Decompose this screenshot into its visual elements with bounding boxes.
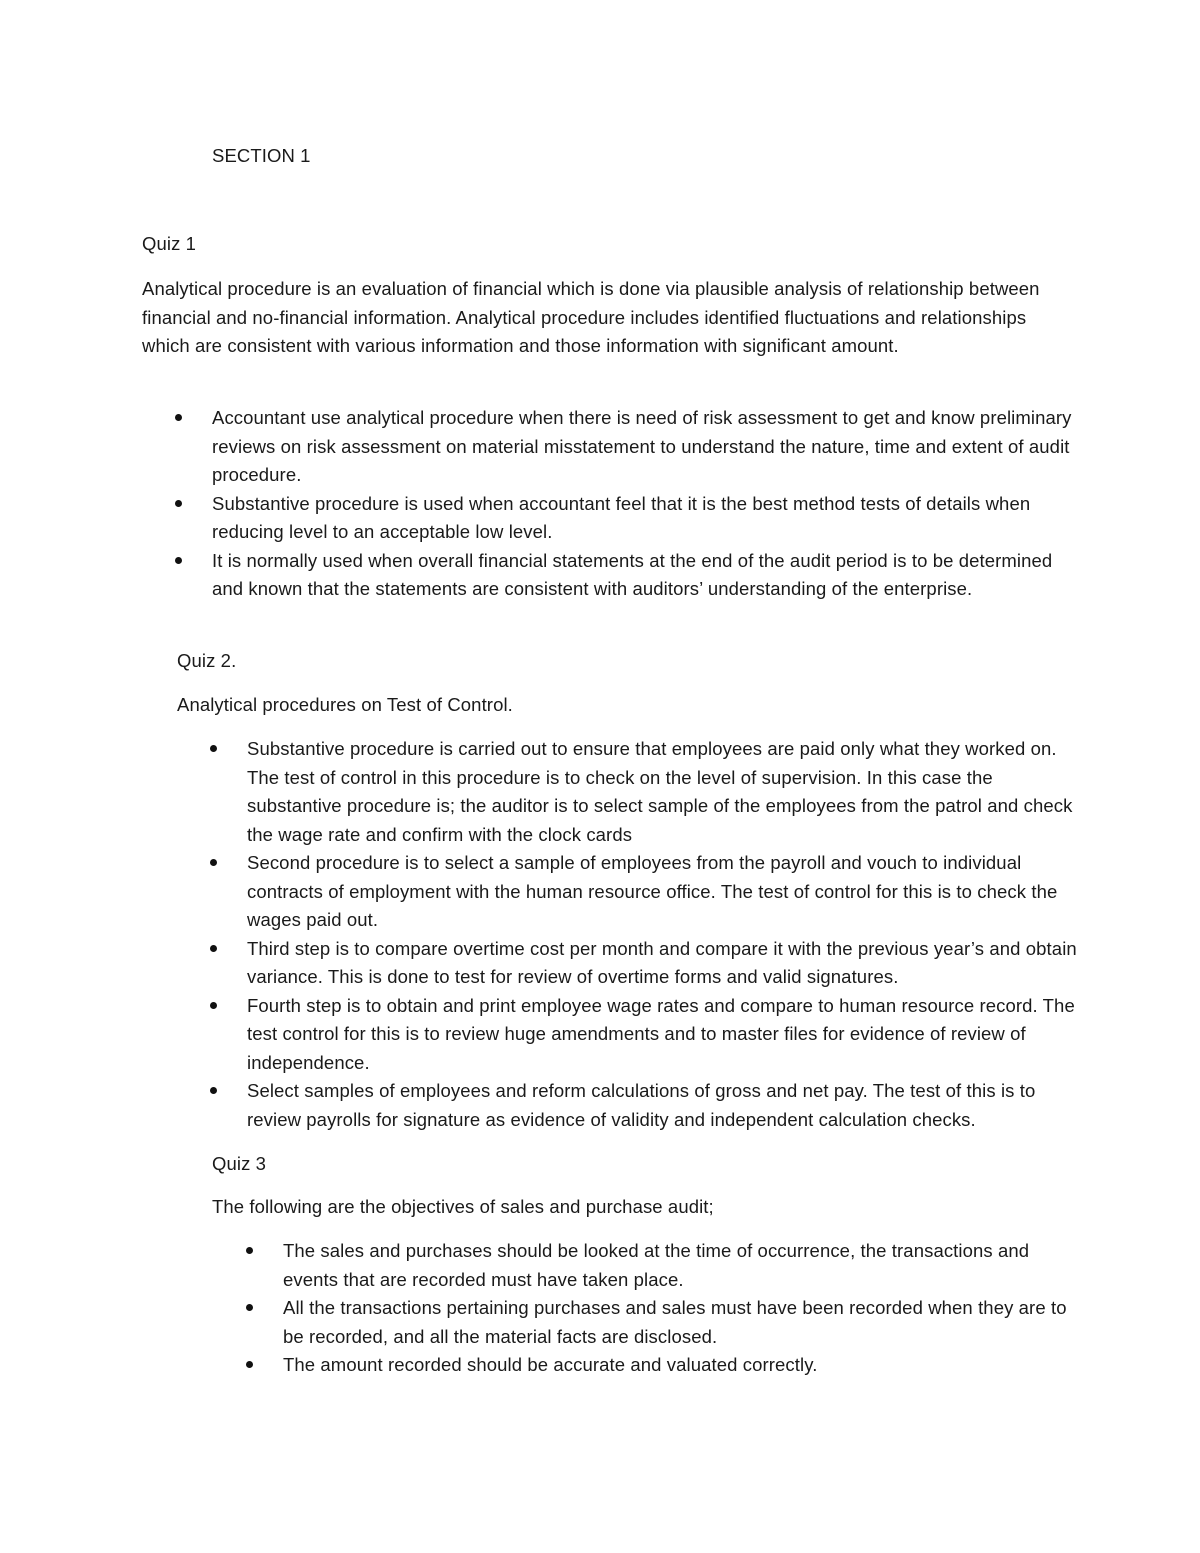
quiz2-intro: Analytical procedures on Test of Control. <box>177 694 513 715</box>
list-item <box>247 1077 1077 1134</box>
bullet-icon <box>246 1247 253 1254</box>
list-item <box>212 404 1072 490</box>
quiz3-bullet-list <box>283 1237 1073 1380</box>
bullet-icon <box>246 1304 253 1311</box>
section-title: SECTION 1 <box>212 145 311 166</box>
list-item <box>247 849 1077 935</box>
bullet-icon <box>210 1002 217 1009</box>
list-item-text: Substantive procedure is carried out to ensure that employees are paid only what they worked on. The test of control in this procedure is to check on the level of supervision. In this case the substantive procedure is; the auditor is to select sample of the employees from the patrol and check the wage rate and confirm with the clock cards <box>247 738 1073 845</box>
list-item-text: Accountant use analytical procedure when there is need of risk assessment to get and know preliminary reviews on risk assessment on material misstatement to understand the nature, time and extent of audit procedure. <box>212 407 1072 485</box>
quiz2-bullet-list <box>247 735 1077 1134</box>
list-item-text: Fourth step is to obtain and print employee wage rates and compare to human resource record. The test control for this is to review huge amendments and to master files for evidence of review of independence. <box>247 994 1075 1073</box>
list-item <box>247 735 1077 849</box>
bullet-icon <box>175 414 182 421</box>
list-item-text: Second procedure is to select a sample of employees from the payroll and vouch to individual contracts of employment with the human resource office. The test of control for this is to check the wages paid out. <box>247 852 1058 930</box>
quiz1-paragraph: Analytical procedure is an evaluation of financial which is done via plausible analysis of relationship between financial and no-financial information. Analytical procedure includes identified fluctuations and relationships which are consistent with various information and those information with significant amount. <box>142 278 1040 356</box>
list-item-text: Substantive procedure is used when accountant feel that it is the best method tests of details when reducing level to an acceptable low level. <box>212 492 1031 542</box>
quiz1-bullet-list <box>212 404 1072 604</box>
list-item-text: The amount recorded should be accurate and valuated correctly. <box>283 1354 818 1375</box>
list-item <box>247 992 1077 1078</box>
list-item-text: Third step is to compare overtime cost per month and compare it with the previous year’s and obtain variance. This is done to test for review of overtime forms and valid signatures. <box>247 937 1077 987</box>
quiz3-heading: Quiz 3 <box>212 1153 267 1174</box>
list-item-text: It is normally used when overall financial statements at the end of the audit period is to be determined and known that the statements are consistent with auditors’ understanding of the enterprise. <box>212 549 1053 599</box>
list-item <box>283 1237 1073 1294</box>
bullet-icon <box>210 745 217 752</box>
quiz2-heading: Quiz 2. <box>177 650 237 671</box>
list-item <box>283 1294 1073 1351</box>
bullet-icon <box>210 1087 217 1094</box>
quiz1-heading: Quiz 1 <box>142 233 197 254</box>
bullet-icon <box>210 859 217 866</box>
list-item <box>212 547 1072 604</box>
list-item-text: Select samples of employees and reform calculations of gross and net pay. The test of this is to review payrolls for signature as evidence of validity and independent calculation checks. <box>247 1080 1036 1130</box>
bullet-icon <box>175 500 182 507</box>
list-item <box>247 935 1077 992</box>
list-item-text: The sales and purchases should be looked at the time of occurrence, the transactions and events that are recorded must have taken place. <box>283 1240 1030 1290</box>
bullet-icon <box>210 945 217 952</box>
bullet-icon <box>175 557 182 564</box>
list-item <box>212 490 1072 547</box>
bullet-icon <box>246 1361 253 1368</box>
list-item <box>283 1351 1073 1380</box>
quiz3-intro: The following are the objectives of sales and purchase audit; <box>212 1196 714 1217</box>
list-item-text: All the transactions pertaining purchases and sales must have been recorded when they are to be recorded, and all the material facts are disclosed. <box>283 1297 1067 1347</box>
